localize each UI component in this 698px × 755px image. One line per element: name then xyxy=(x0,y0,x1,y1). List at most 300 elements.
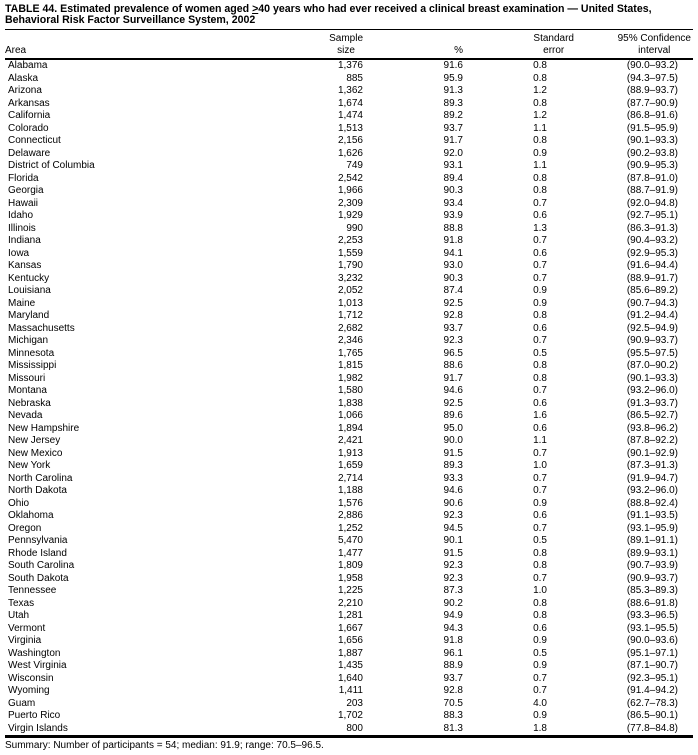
table-row xyxy=(5,523,693,536)
table-row xyxy=(5,398,693,411)
sample-size-cell: 749 xyxy=(346,160,363,171)
standard-error-cell: 0.9 xyxy=(533,635,547,646)
standard-error-cell: 0.6 xyxy=(533,422,547,434)
table-row xyxy=(5,598,693,611)
area-cell: Minnesota xyxy=(8,347,55,359)
percent-cell: 92.5 xyxy=(443,397,463,409)
table-row xyxy=(5,310,693,323)
area-cell: Michigan xyxy=(8,335,49,346)
percent-cell: 91.6 xyxy=(443,60,463,71)
standard-error-cell: 0.6 xyxy=(533,510,547,521)
table-row xyxy=(5,623,693,636)
sample-size-cell: 2,253 xyxy=(337,235,363,246)
table-row xyxy=(5,535,693,548)
table-row xyxy=(5,385,693,398)
table-row xyxy=(5,223,693,236)
standard-error-cell: 0.7 xyxy=(533,385,547,396)
standard-error-cell: 0.8 xyxy=(533,610,547,621)
standard-error-cell: 1.1 xyxy=(533,160,547,171)
area-cell: Alabama xyxy=(8,60,48,71)
percent-cell: 92.8 xyxy=(443,685,463,696)
area-cell: Kansas xyxy=(8,260,42,271)
table-row xyxy=(5,573,693,586)
confidence-interval-cell: (88.9–91.7) xyxy=(626,272,678,284)
table-row xyxy=(5,298,693,311)
sample-size-cell: 990 xyxy=(346,222,363,234)
area-cell: Iowa xyxy=(8,247,30,259)
column-header-sample-size xyxy=(280,30,365,59)
sample-size-cell: 1,559 xyxy=(337,247,363,259)
area-cell: Pennsylvania xyxy=(8,535,68,546)
sample-size-cell: 1,435 xyxy=(337,660,363,671)
standard-error-cell: 1.2 xyxy=(533,110,547,121)
table-row xyxy=(5,435,693,448)
sample-size-cell: 2,309 xyxy=(337,197,363,209)
table-row xyxy=(5,360,693,373)
confidence-interval-cell: (87.3–91.3) xyxy=(626,460,678,471)
percent-cell: 91.5 xyxy=(443,447,463,459)
area-cell: Connecticut xyxy=(8,135,61,146)
sample-size-cell: 2,346 xyxy=(337,335,363,346)
percent-cell: 89.4 xyxy=(443,172,463,184)
table-row xyxy=(5,98,693,111)
standard-error-cell: 0.6 xyxy=(533,397,547,409)
table-row xyxy=(5,498,693,511)
standard-error-cell: 0.7 xyxy=(533,447,547,459)
table-row xyxy=(5,123,693,136)
confidence-interval-cell: (90.9–95.3) xyxy=(626,160,678,171)
standard-error-cell: 1.1 xyxy=(533,122,547,134)
standard-error-cell: 0.7 xyxy=(533,272,547,284)
area-cell: Tennessee xyxy=(8,585,57,596)
confidence-interval-cell: (87.7–90.9) xyxy=(626,97,678,109)
area-cell: New York xyxy=(8,460,51,471)
confidence-interval-cell: (90.9–93.7) xyxy=(626,572,678,584)
sample-size-cell: 1,838 xyxy=(337,397,363,409)
confidence-interval-cell: (86.5–90.1) xyxy=(626,710,678,721)
percent-cell: 90.6 xyxy=(443,497,463,509)
sample-size-cell: 1,188 xyxy=(337,485,363,496)
percent-cell: 94.5 xyxy=(443,522,463,534)
percent-cell: 90.3 xyxy=(443,185,463,196)
confidence-interval-cell: (87.0–90.2) xyxy=(626,360,678,371)
column-header-area: Area xyxy=(5,30,280,59)
percent-cell: 91.5 xyxy=(443,547,463,559)
table-row xyxy=(5,548,693,561)
percent-cell: 91.7 xyxy=(443,372,463,384)
area-cell: Alaska xyxy=(8,72,39,84)
area-cell: Rhode Island xyxy=(8,547,67,559)
title-text-pre: TABLE 44. Estimated prevalence of women aged xyxy=(5,3,253,15)
area-cell: Texas xyxy=(8,597,35,609)
percent-cell: 91.8 xyxy=(443,635,463,646)
area-cell: Virgin Islands xyxy=(8,722,68,734)
table-row xyxy=(5,235,693,248)
title-text-post: 40 years who had ever received a clinical breast examination — United States, xyxy=(258,3,652,15)
sample-size-cell: 1,958 xyxy=(337,572,363,584)
area-cell: Ohio xyxy=(8,497,30,509)
percent-cell: 92.3 xyxy=(443,560,463,571)
standard-error-cell: 0.7 xyxy=(533,335,547,346)
percent-cell: 87.3 xyxy=(443,585,463,596)
standard-error-cell: 0.7 xyxy=(533,685,547,696)
percent-cell: 94.1 xyxy=(443,247,463,259)
sample-size-cell: 3,232 xyxy=(337,272,363,284)
percent-cell: 88.6 xyxy=(443,360,463,371)
area-cell: Utah xyxy=(8,610,30,621)
area-cell: Puerto Rico xyxy=(8,710,61,721)
table-row xyxy=(5,460,693,473)
standard-error-cell: 0.8 xyxy=(533,360,547,371)
sample-size-cell: 1,659 xyxy=(337,460,363,471)
table-row xyxy=(5,285,693,298)
confidence-interval-cell: (87.1–90.7) xyxy=(626,660,678,671)
standard-error-cell: 0.8 xyxy=(533,560,547,571)
se-header-line1: Standard xyxy=(533,33,574,44)
area-cell: Maine xyxy=(8,297,36,309)
area-cell: Arkansas xyxy=(8,97,50,109)
standard-error-cell: 0.8 xyxy=(533,172,547,184)
area-cell: Florida xyxy=(8,172,39,184)
percent-cell: 88.9 xyxy=(443,660,463,671)
standard-error-cell: 0.7 xyxy=(533,235,547,246)
table-title-line2: Behavioral Risk Factor Surveillance System, 2002 xyxy=(5,14,256,26)
confidence-interval-cell: (90.4–93.2) xyxy=(626,235,678,246)
table-row xyxy=(5,335,693,348)
percent-cell: 92.3 xyxy=(443,572,463,584)
standard-error-cell: 0.9 xyxy=(533,297,547,309)
standard-error-cell: 1.0 xyxy=(533,585,547,596)
table-row xyxy=(5,210,693,223)
percent-cell: 89.6 xyxy=(443,410,463,421)
sample-size-cell: 1,252 xyxy=(337,522,363,534)
area-cell: Mississippi xyxy=(8,360,57,371)
area-cell: New Mexico xyxy=(8,447,63,459)
standard-error-cell: 0.7 xyxy=(533,522,547,534)
table-row xyxy=(5,198,693,211)
sample-size-cell: 1,640 xyxy=(337,672,363,684)
confidence-interval-cell: (89.1–91.1) xyxy=(626,535,678,546)
se-header-line2: error xyxy=(543,45,565,56)
confidence-interval-cell: (91.9–94.7) xyxy=(626,472,678,484)
table-row xyxy=(5,485,693,498)
percent-cell: 92.3 xyxy=(443,510,463,521)
sample-size-cell: 1,362 xyxy=(337,85,363,96)
table-row xyxy=(5,173,693,186)
confidence-interval-cell: (90.9–93.7) xyxy=(626,335,678,346)
area-cell: Nebraska xyxy=(8,397,51,409)
sample-size-cell: 1,913 xyxy=(337,447,363,459)
percent-cell: 93.7 xyxy=(443,122,463,134)
confidence-interval-cell: (86.5–92.7) xyxy=(626,410,678,421)
area-cell: Arizona xyxy=(8,85,42,96)
area-cell: Vermont xyxy=(8,622,46,634)
percent-cell: 87.4 xyxy=(443,285,463,296)
standard-error-cell: 0.7 xyxy=(533,197,547,209)
area-cell: Massachusetts xyxy=(8,322,75,334)
table-row xyxy=(5,448,693,461)
confidence-interval-cell: (90.0–93.6) xyxy=(626,635,678,646)
confidence-interval-cell: (86.8–91.6) xyxy=(626,110,678,121)
percent-cell: 91.3 xyxy=(443,85,463,96)
percent-cell: 90.2 xyxy=(443,597,463,609)
table-row xyxy=(5,348,693,361)
table-row xyxy=(5,59,693,73)
confidence-interval-cell: (92.5–94.9) xyxy=(626,322,678,334)
sample-size-cell: 1,013 xyxy=(337,297,363,309)
sample-size-cell: 1,929 xyxy=(337,210,363,221)
standard-error-cell: 0.7 xyxy=(533,572,547,584)
confidence-interval-cell: (92.7–95.1) xyxy=(626,210,678,221)
area-cell: Illinois xyxy=(8,222,36,234)
table-row xyxy=(5,410,693,423)
percent-cell: 91.8 xyxy=(443,235,463,246)
table-row xyxy=(5,710,693,723)
percent-cell: 94.3 xyxy=(443,622,463,634)
sample-size-cell: 1,411 xyxy=(338,685,363,696)
percent-cell: 89.3 xyxy=(443,97,463,109)
standard-error-cell: 0.8 xyxy=(533,185,547,196)
area-cell: North Carolina xyxy=(8,472,73,484)
standard-error-cell: 0.5 xyxy=(533,347,547,359)
table-row xyxy=(5,698,693,711)
area-cell: Indiana xyxy=(8,235,41,246)
confidence-interval-cell: (85.3–89.3) xyxy=(626,585,678,596)
standard-error-cell: 1.3 xyxy=(533,222,547,234)
table-row xyxy=(5,248,693,261)
confidence-interval-cell: (94.3–97.5) xyxy=(626,72,678,84)
confidence-interval-cell: (91.1–93.5) xyxy=(626,510,678,521)
confidence-interval-cell: (91.4–94.2) xyxy=(626,685,678,696)
sample-size-cell: 1,674 xyxy=(337,97,363,109)
confidence-interval-cell: (87.8–91.0) xyxy=(626,172,678,184)
table-row xyxy=(5,373,693,386)
table-title xyxy=(5,4,693,30)
table-row xyxy=(5,323,693,336)
sample-size-cell: 1,474 xyxy=(337,110,363,121)
percent-cell: 93.7 xyxy=(443,672,463,684)
percent-cell: 92.5 xyxy=(443,297,463,309)
confidence-interval-cell: (91.2–94.4) xyxy=(626,310,678,321)
sample-size-cell: 1,667 xyxy=(337,622,363,634)
table-row xyxy=(5,648,693,661)
table-row xyxy=(5,685,693,698)
confidence-interval-cell: (88.7–91.9) xyxy=(626,185,678,196)
area-cell: Georgia xyxy=(8,185,44,196)
standard-error-cell: 1.6 xyxy=(533,410,547,421)
sample-size-cell: 2,421 xyxy=(337,435,363,446)
sample-size-cell: 1,894 xyxy=(337,422,363,434)
standard-error-cell: 0.7 xyxy=(533,485,547,496)
standard-error-cell: 0.9 xyxy=(533,285,547,296)
column-header-standard-error xyxy=(463,30,574,59)
standard-error-cell: 1.0 xyxy=(533,460,547,471)
area-cell: Idaho xyxy=(8,210,34,221)
standard-error-cell: 0.8 xyxy=(533,547,547,559)
table-row xyxy=(5,148,693,161)
standard-error-cell: 0.8 xyxy=(533,597,547,609)
confidence-interval-cell: (93.2–96.0) xyxy=(626,485,678,496)
percent-cell: 88.3 xyxy=(443,710,463,721)
greater-equal-symbol: > xyxy=(252,3,259,15)
standard-error-cell: 0.7 xyxy=(533,672,547,684)
percent-cell: 93.3 xyxy=(443,472,463,484)
sample-size-cell: 2,542 xyxy=(337,172,363,184)
standard-error-cell: 0.8 xyxy=(533,60,547,71)
sample-size-cell: 1,513 xyxy=(337,122,363,134)
area-cell: Maryland xyxy=(8,310,50,321)
sample-size-cell: 1,477 xyxy=(337,547,363,559)
standard-error-cell: 1.2 xyxy=(533,85,547,96)
confidence-interval-cell: (92.3–95.1) xyxy=(626,672,678,684)
area-cell: Wisconsin xyxy=(8,672,54,684)
percent-cell: 93.4 xyxy=(443,197,463,209)
standard-error-cell: 0.6 xyxy=(533,210,547,221)
sample-size-cell: 1,376 xyxy=(337,60,363,71)
area-cell: Kentucky xyxy=(8,272,50,284)
standard-error-cell: 0.8 xyxy=(533,72,547,84)
table-header xyxy=(5,30,693,59)
percent-cell: 89.2 xyxy=(443,110,463,121)
percent-cell: 88.8 xyxy=(443,222,463,234)
table-row xyxy=(5,610,693,623)
standard-error-cell: 0.6 xyxy=(533,622,547,634)
table-row xyxy=(5,85,693,98)
confidence-interval-cell: (87.8–92.2) xyxy=(626,435,678,446)
sample-size-cell: 2,714 xyxy=(337,472,363,484)
confidence-interval-cell: (93.1–95.9) xyxy=(626,522,678,534)
area-cell: New Hampshire xyxy=(8,422,80,434)
sample-header-line2: size xyxy=(337,45,355,56)
standard-error-cell: 0.7 xyxy=(533,260,547,271)
percent-cell: 93.7 xyxy=(443,322,463,334)
percent-cell: 92.3 xyxy=(443,335,463,346)
sample-size-cell: 2,156 xyxy=(337,135,363,146)
area-cell: North Dakota xyxy=(8,485,67,496)
percent-cell: 93.0 xyxy=(443,260,463,271)
confidence-interval-cell: (93.8–96.2) xyxy=(626,422,678,434)
area-cell: Oklahoma xyxy=(8,510,54,521)
confidence-interval-cell: (90.1–93.3) xyxy=(626,135,678,146)
table-row xyxy=(5,135,693,148)
standard-error-cell: 0.7 xyxy=(533,472,547,484)
percent-cell: 90.3 xyxy=(443,272,463,284)
confidence-interval-cell: (89.9–93.1) xyxy=(626,547,678,559)
table-row xyxy=(5,723,693,737)
sample-size-cell: 885 xyxy=(346,72,363,84)
area-cell: Oregon xyxy=(8,522,42,534)
standard-error-cell: 0.9 xyxy=(533,147,547,159)
confidence-interval-cell: (86.3–91.3) xyxy=(626,222,678,234)
sample-size-cell: 1,066 xyxy=(337,410,363,421)
confidence-interval-cell: (95.5–97.5) xyxy=(626,347,678,359)
confidence-interval-cell: (93.2–96.0) xyxy=(626,385,678,396)
percent-cell: 93.1 xyxy=(443,160,463,171)
percent-cell: 81.3 xyxy=(443,722,463,734)
standard-error-cell: 0.8 xyxy=(533,372,547,384)
percent-cell: 92.8 xyxy=(443,310,463,321)
standard-error-cell: 0.9 xyxy=(533,710,547,721)
sample-size-cell: 1,712 xyxy=(337,310,363,321)
area-cell: Wyoming xyxy=(8,685,50,696)
confidence-interval-cell: (90.0–93.2) xyxy=(626,60,678,71)
sample-header-line1: Sample xyxy=(329,33,363,44)
percent-cell: 94.6 xyxy=(443,385,463,396)
standard-error-cell: 1.1 xyxy=(533,435,547,446)
ci-header-line1: 95% Confidence xyxy=(617,33,691,44)
confidence-interval-cell: (85.6–89.2) xyxy=(626,285,678,296)
confidence-interval-cell: (88.8–92.4) xyxy=(626,497,678,509)
area-cell: Louisiana xyxy=(8,285,51,296)
confidence-interval-cell: (92.9–95.3) xyxy=(626,247,678,259)
area-cell: South Dakota xyxy=(8,572,69,584)
ci-header-line2: interval xyxy=(638,45,671,56)
table-row xyxy=(5,260,693,273)
sample-size-cell: 1,765 xyxy=(337,347,363,359)
confidence-interval-cell: (90.1–92.9) xyxy=(626,447,678,459)
sample-size-cell: 1,815 xyxy=(337,360,363,371)
area-cell: District of Columbia xyxy=(8,160,95,171)
percent-cell: 90.0 xyxy=(443,435,463,446)
confidence-interval-cell: (62.7–78.3) xyxy=(626,697,678,709)
standard-error-cell: 1.8 xyxy=(533,722,547,734)
sample-size-cell: 2,682 xyxy=(337,322,363,334)
confidence-interval-cell: (91.3–93.7) xyxy=(626,397,678,409)
percent-cell: 95.0 xyxy=(443,422,463,434)
table-row xyxy=(5,273,693,286)
area-cell: Washington xyxy=(8,647,61,659)
confidence-interval-cell: (91.6–94.4) xyxy=(626,260,678,271)
sample-size-cell: 1,576 xyxy=(337,497,363,509)
table-body xyxy=(5,59,693,737)
area-cell: Montana xyxy=(8,385,47,396)
area-cell: Hawaii xyxy=(8,197,39,209)
sample-size-cell: 1,626 xyxy=(337,147,363,159)
sample-size-cell: 1,225 xyxy=(337,585,363,596)
confidence-interval-cell: (93.1–95.5) xyxy=(626,622,678,634)
table-row xyxy=(5,560,693,573)
sample-size-cell: 203 xyxy=(346,697,363,709)
confidence-interval-cell: (88.9–93.7) xyxy=(626,85,678,96)
area-cell: South Carolina xyxy=(8,560,75,571)
percent-cell: 89.3 xyxy=(443,460,463,471)
percent-cell: 70.5 xyxy=(443,697,463,709)
confidence-interval-cell: (93.3–96.5) xyxy=(626,610,678,621)
area-cell: Colorado xyxy=(8,122,49,134)
confidence-interval-cell: (88.6–91.8) xyxy=(626,597,678,609)
standard-error-cell: 0.9 xyxy=(533,497,547,509)
standard-error-cell: 0.9 xyxy=(533,660,547,671)
table-row xyxy=(5,673,693,686)
sample-size-cell: 1,702 xyxy=(337,710,363,721)
confidence-interval-cell: (90.1–93.3) xyxy=(626,372,678,384)
sample-size-cell: 2,886 xyxy=(337,510,363,521)
sample-size-cell: 1,656 xyxy=(337,635,363,646)
sample-size-cell: 1,580 xyxy=(337,385,363,396)
table-row xyxy=(5,660,693,673)
percent-cell: 96.5 xyxy=(443,347,463,359)
area-cell: California xyxy=(8,110,51,121)
column-header-percent: % xyxy=(365,30,463,59)
sample-size-cell: 5,470 xyxy=(337,535,363,546)
standard-error-cell: 0.5 xyxy=(533,647,547,659)
percent-cell: 90.1 xyxy=(443,535,463,546)
table-row xyxy=(5,635,693,648)
area-cell: Missouri xyxy=(8,372,46,384)
standard-error-cell: 0.8 xyxy=(533,135,547,146)
table-row xyxy=(5,473,693,486)
summary-line: Summary: Number of participants = 54; median: 91.9; range: 70.5–96.5. xyxy=(5,740,324,751)
